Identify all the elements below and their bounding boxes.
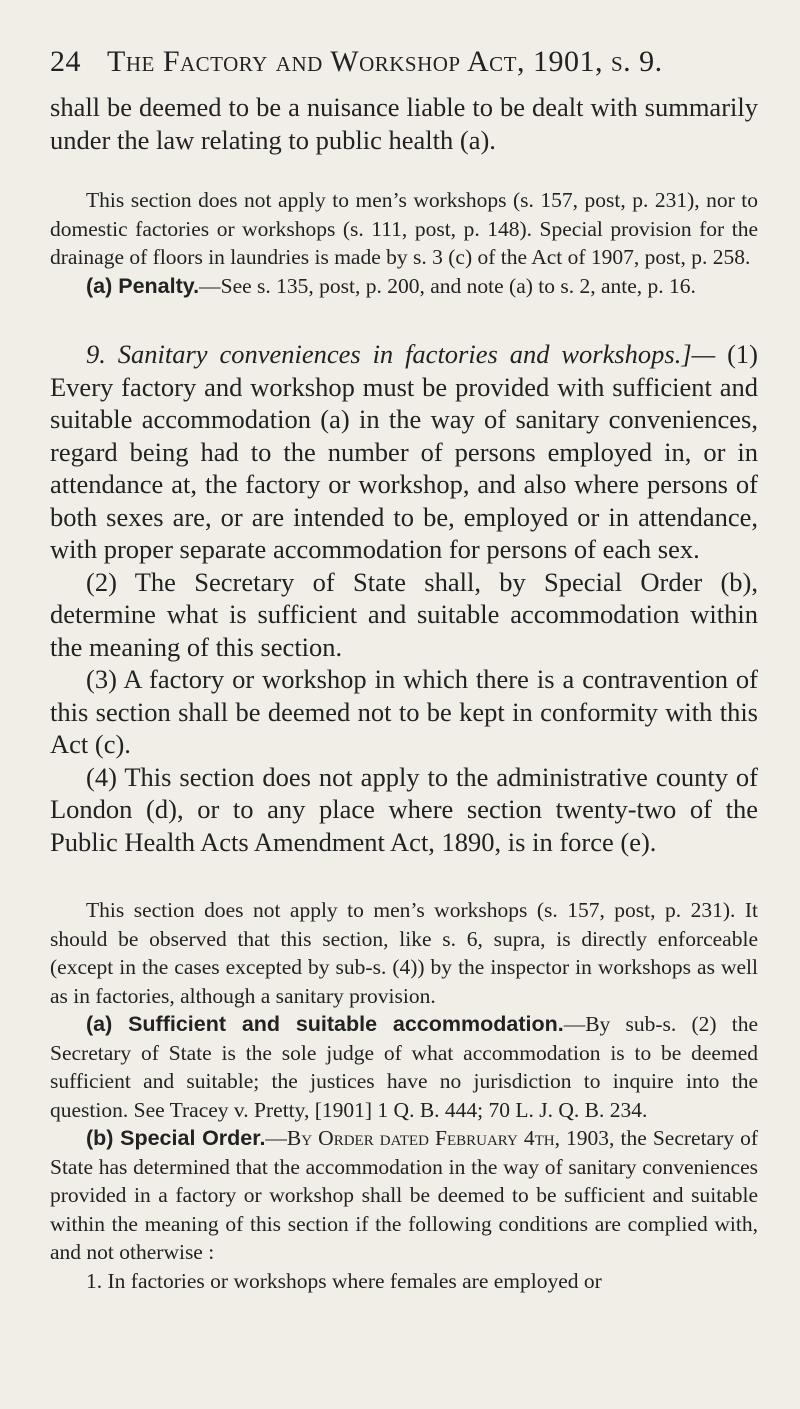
page-number: 24	[50, 45, 81, 78]
section-9-subsection-2: (2) The Secretary of State shall, by Special Order (b), determine what is sufficient and suitable accommodation within the meaning of this section.	[50, 566, 758, 662]
note-b-item-1: 1. In factories or workshops where females are employed or	[86, 1268, 602, 1293]
intro-paragraph: shall be deemed to be a nuisance liable to be dealt with summarily under the law relating to public health (a).	[50, 92, 758, 155]
running-title: The Factory and Workshop Act, 1901, s. 9.	[107, 45, 663, 78]
note-b-text: the Secretary of State has determined that the accommodation in the way of sanitary conveniences provided in a factory or workshop shall be deemed to be sufficient and suitable within the meaning of this section if the following conditions are complied with, and not otherwise :	[50, 1126, 758, 1264]
note-a-label: (a) Sufficient and suitable accommodation.	[86, 1012, 564, 1036]
penalty-note	[50, 272, 758, 301]
section-heading: 9. Sanitary conveniences in factories and workshops.]—	[86, 339, 716, 369]
note-b	[50, 1124, 758, 1267]
penalty-label: (a) Penalty.	[86, 273, 200, 298]
section-9-paragraph-1	[50, 338, 758, 566]
note-a	[50, 1010, 758, 1124]
note-a-text: —By sub-s. (2) the Secretary of State is the sole judge of what accommodation is to be deemed sufficient and suitable; the justices have no jurisdiction to inquire into the question. See Tracey v. Pretty, [1901] 1 Q. B. 444; 70 L. J. Q. B. 234.	[50, 1012, 759, 1122]
section-9-subsection-1: (1) Every factory and workshop must be provided with sufficient and suitable accommodation (a) in the way of sanitary conveniences, regard being had to the number of persons employed in, or in attendance at, the factory or workshop, and also where persons of both sexes are, or are intended to be, employed or in attendance, with proper separate accommodation for persons of each sex.	[50, 339, 758, 564]
note-paragraph-1: This section does not apply to men’s workshops (s. 157, post, p. 231), nor to domestic factories or workshops (s. 111, post, p. 148). Special provision for the drainage of floors in laundries is made by s. 3 (c) of the Act of 1907, post, p. 258.	[50, 188, 758, 269]
note-paragraph-2: This section does not apply to men’s workshops (s. 157, post, p. 231). It should be observed that this section, like s. 6, supra, is directly enforceable (except in the cases excepted by sub-s. (4)) by the inspector in workshops as well as in factories, although a sanitary provision.	[50, 898, 758, 1008]
section-9-subsection-3: (3) A factory or workshop in which there is a contravention of this section shall be deemed not to be kept in conformity with this Act (c).	[50, 664, 758, 759]
penalty-text: —See s. 135, post, p. 200, and note (a) to s. 2, ante, p. 16.	[199, 273, 696, 298]
page-header	[50, 45, 758, 79]
section-9-subsection-4: (4) This section does not apply to the administrative county of London (d), or to any place where section twenty-two of the Public Health Acts Amendment Act, 1890, is in force (e).	[50, 761, 758, 857]
note-b-label: (b) Special Order.	[86, 1126, 266, 1150]
note-b-order: —By Order dated February 4th, 1903,	[265, 1126, 615, 1150]
